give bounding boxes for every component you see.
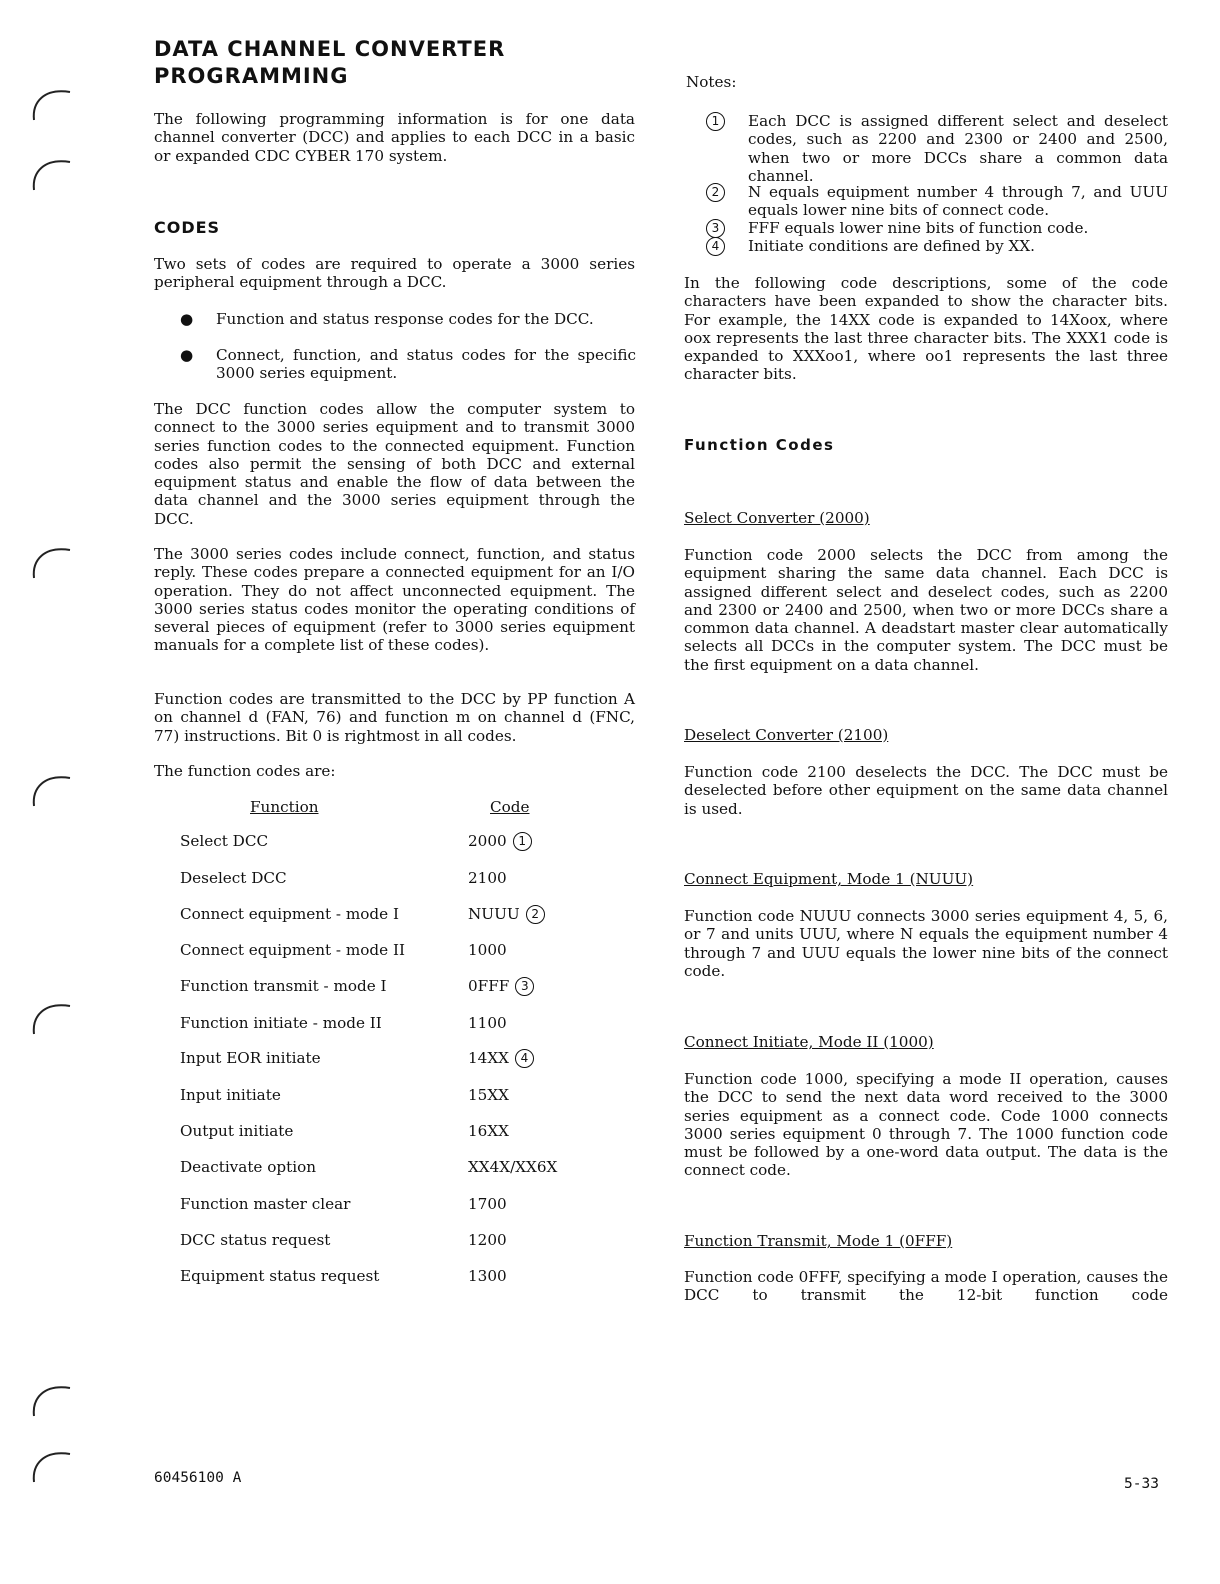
function-name: Connect equipment - mode I	[180, 905, 399, 923]
note-item	[684, 112, 1168, 186]
note-reference: 3	[515, 977, 534, 996]
binder-hole-mark	[30, 996, 76, 1036]
bullet-item	[180, 346, 635, 386]
function-code: 1200	[468, 1231, 507, 1249]
dcc-function-paragraph: The DCC function codes allow the computer system to connect to the 3000 series equipment and to transmit 3000 series function codes to the connected equipment. Function codes also permit the sensing of both DCC and external equipment status and enable the flow of data between the data channel and the 3000 series equipment through the DCC.	[154, 400, 635, 528]
table-row	[180, 1049, 640, 1069]
section-text-function-transmit: Function code 0FFF, specifying a mode I operation, causes the DCC to transmit the 12-bit function code	[684, 1268, 1168, 1305]
note-text: Each DCC is assigned different select and deselect codes, such as 2200 and 2300 or 2400 and 2500, when two or more DCCs share a common data channel.	[748, 112, 1168, 185]
function-code: NUUU	[468, 905, 520, 923]
bullet-item	[180, 310, 635, 330]
bullet-text: Connect, function, and status codes for the specific 3000 series equipment.	[216, 346, 636, 383]
section-title-connect-mode1: Connect Equipment, Mode 1 (NUUU)	[684, 870, 974, 888]
function-name: DCC status request	[180, 1231, 331, 1249]
page-title-line1: DATA CHANNEL CONVERTER	[154, 37, 506, 61]
note-reference: 4	[515, 1049, 534, 1068]
table-row	[180, 1014, 640, 1034]
table-header-code: Code	[490, 798, 530, 816]
table-row	[180, 869, 640, 889]
section-title-select: Select Converter (2000)	[684, 509, 870, 527]
section-title-function-transmit: Function Transmit, Mode 1 (0FFF)	[684, 1232, 953, 1250]
function-code: 1300	[468, 1267, 507, 1285]
table-row	[180, 1231, 640, 1251]
table-row	[180, 1267, 640, 1287]
bullet-text: Function and status response codes for the DCC.	[216, 310, 594, 328]
note-text: Initiate conditions are defined by XX.	[748, 237, 1035, 255]
note-item	[684, 237, 1168, 257]
binder-hole-mark	[30, 1444, 76, 1484]
table-row	[180, 977, 640, 997]
function-code: 0FFF	[468, 977, 510, 995]
table-row	[180, 1158, 640, 1178]
note-text: N equals equipment number 4 through 7, and UUU equals lower nine bits of connect code.	[748, 183, 1168, 220]
function-code: 1000	[468, 941, 507, 959]
intro-paragraph: The following programming information is for one data channel converter (DCC) and applies to each DCC in a basic or expanded CDC CYBER 170 system.	[154, 110, 635, 165]
function-name: Deselect DCC	[180, 869, 287, 887]
function-name: Equipment status request	[180, 1267, 380, 1285]
function-name: Select DCC	[180, 832, 269, 850]
binder-hole-mark	[30, 82, 76, 122]
note-number: 4	[706, 237, 725, 256]
function-code: 1700	[468, 1195, 507, 1213]
function-codes-label: The function codes are:	[154, 762, 336, 780]
codes-heading: CODES	[154, 218, 221, 237]
page-number: 5-33	[1124, 1476, 1159, 1492]
codes-intro-paragraph: Two sets of codes are required to operate a 3000 series peripheral equipment through a DCC.	[154, 255, 635, 292]
note-number: 3	[706, 219, 725, 238]
code-description-paragraph: In the following code descriptions, some of the code characters have been expanded to show the character bits. For example, the 14XX code is expanded to 14Xoox, where oox represents the last three character bits. The XXX1 code is expanded to XXXoo1, where oo1 represents the last three character bits.	[684, 274, 1168, 384]
binder-hole-mark	[30, 540, 76, 580]
section-text-connect-mode1: Function code NUUU connects 3000 series equipment 4, 5, 6, or 7 and units UUU, where N equals the equipment number 4 through 7 and UUU equals the lower nine bits of the connect code.	[684, 907, 1168, 980]
table-row	[180, 1122, 640, 1142]
page-title	[154, 36, 574, 90]
function-name: Function transmit - mode I	[180, 977, 387, 995]
section-title-connect-mode2: Connect Initiate, Mode II (1000)	[684, 1033, 934, 1051]
function-name: Output initiate	[180, 1122, 294, 1140]
note-text: FFF equals lower nine bits of function code.	[748, 219, 1089, 237]
function-name: Deactivate option	[180, 1158, 316, 1176]
function-code: 16XX	[468, 1122, 509, 1140]
table-row	[180, 832, 640, 852]
page-title-line2: PROGRAMMING	[154, 64, 349, 88]
section-text-select: Function code 2000 selects the DCC from among the equipment sharing the same data channel. Each DCC is assigned different select and deselect codes, such as 2200 and 2300 or 2400 and 2500, when two or more DCCs share a common data channel. A deadstart master clear automatically selects all DCCs in the computer system. The DCC must be the first equipment on a data channel.	[684, 546, 1168, 674]
function-code: 1100	[468, 1014, 507, 1032]
function-code: 15XX	[468, 1086, 509, 1104]
table-row	[180, 1086, 640, 1106]
section-title-deselect: Deselect Converter (2100)	[684, 726, 889, 744]
table-row	[180, 941, 640, 961]
function-name: Function initiate - mode II	[180, 1014, 382, 1032]
series-codes-paragraph: The 3000 series codes include connect, function, and status reply. These codes prepare a connected equipment for an I/O operation. They do not affect unconnected equipment. The 3000 series status codes monitor the operating conditions of several pieces of equipment (refer to 3000 series equipment manuals for a complete list of these codes).	[154, 545, 635, 655]
note-number: 1	[706, 112, 725, 131]
function-codes-heading: Function Codes	[684, 436, 835, 454]
note-reference: 2	[526, 905, 545, 924]
function-code: 2000	[468, 832, 507, 850]
function-code: XX4X/XX6X	[468, 1158, 558, 1176]
table-header-function: Function	[250, 798, 319, 816]
note-item	[684, 219, 1168, 239]
table-row	[180, 905, 640, 925]
bullet-symbol: ●	[180, 310, 194, 328]
section-text-connect-mode2: Function code 1000, specifying a mode II operation, causes the DCC to send the next data word received to the 3000 series equipment as a connect code. Code 1000 connects 3000 series equipment 0 through 7. The 1000 function code must be followed by a one-word data output. The data is the connect code.	[684, 1070, 1168, 1180]
function-code: 2100	[468, 869, 507, 887]
transmit-paragraph: Function codes are transmitted to the DCC by PP function A on channel d (FAN, 76) and function m on channel d (FNC, 77) instructions. Bit 0 is rightmost in all codes.	[154, 690, 635, 745]
bullet-symbol: ●	[180, 346, 194, 364]
binder-hole-mark	[30, 152, 76, 192]
function-name: Input initiate	[180, 1086, 281, 1104]
binder-hole-mark	[30, 768, 76, 808]
note-item	[684, 183, 1168, 221]
note-reference: 1	[513, 832, 532, 851]
function-name: Connect equipment - mode II	[180, 941, 405, 959]
function-name: Function master clear	[180, 1195, 351, 1213]
document-number: 60456100 A	[154, 1470, 242, 1486]
note-number: 2	[706, 183, 725, 202]
function-name: Input EOR initiate	[180, 1049, 321, 1067]
binder-hole-mark	[30, 1378, 76, 1418]
function-code: 14XX	[468, 1049, 509, 1067]
notes-heading: Notes:	[686, 73, 737, 91]
table-row	[180, 1195, 640, 1215]
section-text-deselect: Function code 2100 deselects the DCC. The DCC must be deselected before other equipment on the same data channel is used.	[684, 763, 1168, 818]
